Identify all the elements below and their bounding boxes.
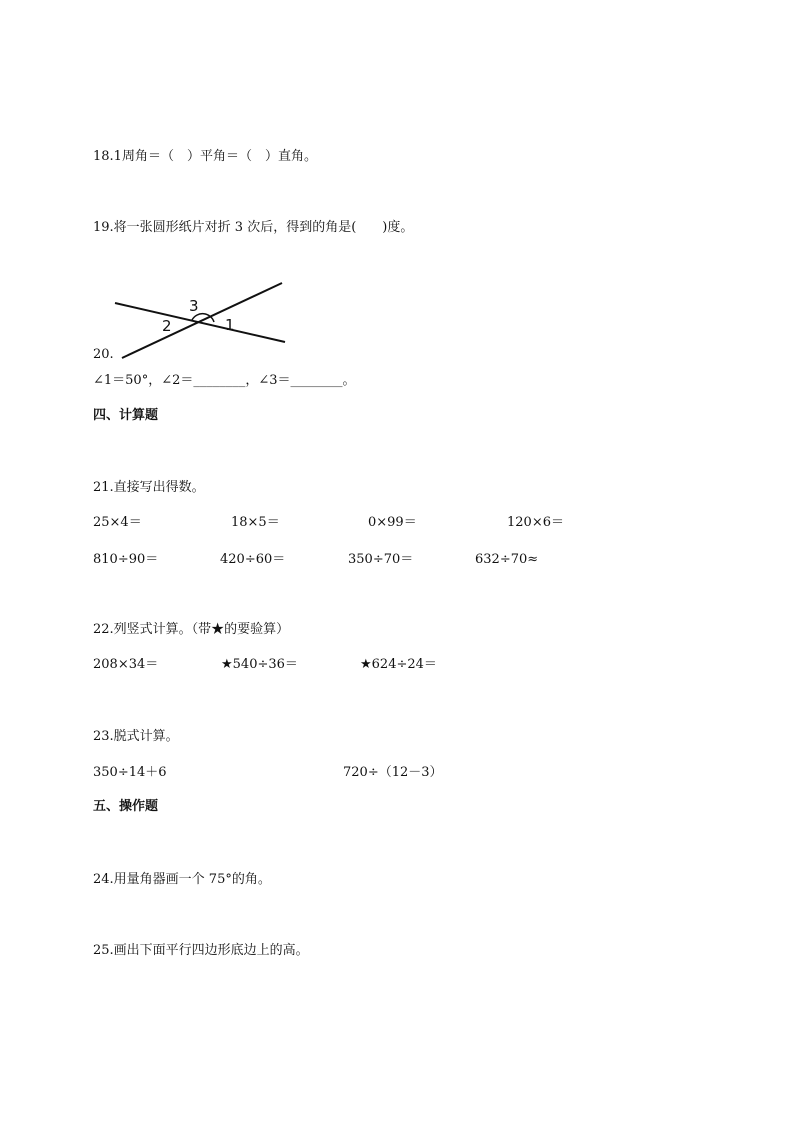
- question-23-prompt: 23.脱式计算。: [93, 729, 179, 744]
- question-20-figure: [110, 278, 295, 363]
- line-b: [122, 283, 282, 358]
- question-21-prompt: 21.直接写出得数。: [93, 480, 205, 495]
- angle-label-1: 1: [225, 316, 235, 334]
- q21-item: 810÷90＝: [93, 552, 159, 567]
- q21-item: 25×4＝: [93, 515, 142, 530]
- q21-item: 120×6＝: [507, 515, 564, 530]
- q21-item: 420÷60＝: [220, 552, 286, 567]
- question-24: 24.用量角器画一个 75°的角。: [93, 872, 271, 887]
- q22-item: ★624÷24＝: [360, 657, 437, 672]
- section-4-heading: 四、计算题: [93, 408, 159, 423]
- question-25: 25.画出下面平行四边形底边上的高。: [93, 943, 309, 958]
- q21-item: 632÷70≈: [475, 552, 539, 567]
- q23-item: 350÷14＋6: [93, 765, 167, 780]
- question-18: 18.1周角＝（ ）平角＝（ ）直角。: [93, 149, 317, 164]
- q23-item: 720÷（12－3）: [343, 765, 443, 780]
- q21-item: 18×5＝: [231, 515, 280, 530]
- q22-item: ★540÷36＝: [221, 657, 298, 672]
- section-5-heading: 五、操作题: [93, 799, 159, 814]
- angle-label-2: 2: [162, 317, 172, 335]
- question-22-prompt: 22.列竖式计算。（带★的要验算）: [93, 622, 290, 637]
- angle-label-3: 3: [189, 297, 199, 315]
- question-20-text: ∠1＝50°，∠2＝________，∠3＝________。: [93, 373, 356, 388]
- q22-item: 208×34＝: [93, 657, 159, 672]
- q21-item: 0×99＝: [368, 515, 417, 530]
- q21-item: 350÷70＝: [348, 552, 414, 567]
- question-19: 19.将一张圆形纸片对折 3 次后，得到的角是( )度。: [93, 220, 414, 235]
- question-20-number: 20.: [93, 347, 114, 362]
